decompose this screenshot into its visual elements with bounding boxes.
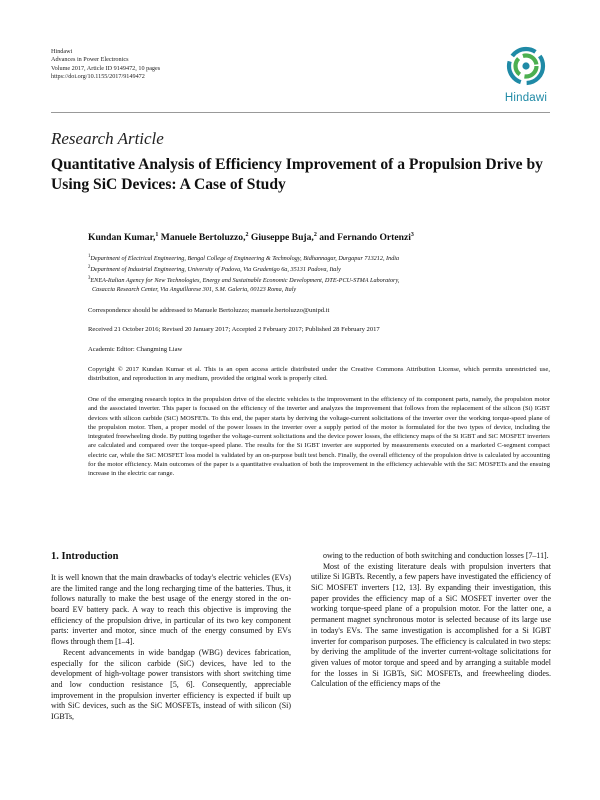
author-affil-mark: 1	[155, 232, 159, 238]
body-paragraph: It is well known that the main drawbacks of today's electric vehicles (EVs) are the limited range and the long recharging time of the batteries. Thus, it follows naturally to make the best usage of the energy stored in the on-board EV battery pack. A way to reach this objective is improving the efficiency of the propulsion drive, in particular of its two key component parts: inverter and motor, since much of the energy consumed by EVs flows through them [1–4].	[51, 573, 291, 647]
affiliation-mark: 1	[88, 254, 91, 259]
affiliation-line	[88, 275, 550, 286]
correspondence: Correspondence should be addressed to Manuele Bertoluzzo; manuele.bertoluzzo@unipd.it	[88, 307, 330, 314]
journal-metadata	[51, 48, 160, 81]
affiliation-line	[88, 286, 550, 295]
author-affil-mark: 2	[313, 232, 317, 238]
body-column-right	[311, 551, 551, 690]
body-paragraph: Most of the existing literature deals with propulsion inverters that utilize Si IGBTs. Recently, a few papers have investigated the efficiency of SiC MOSFET inverters [12, 13]. By expanding their investigation, this paper provides the efficiency map of a SiC MOSFET inverter over the working torque-speed plane of a propulsion motor. For the latter one, a permanent magnet synchronous motor is selected because of its large use in today's EVs. The same investigation is accomplished for a Si IGBT inverter for comparison purposes. The efficiency is calculated in two steps: by deriving the amplitude of the inverter current-voltage solicitations for given values of motor torque and speed and by arranging a suitable model for the losses in Si IGBTs, SiC MOSFETs, and freewheeling diodes. Calculation of the efficiency maps of the	[311, 561, 551, 689]
body-paragraph: Recent advancements in wide bandgap (WBG) devices fabrication, especially for the silicon carbide (SiC) devices, have led to the development of high-voltage power transistors with short switching time and low conduction resistance [5, 6]. Consequently, appreciable improvement in the propulsion inverter efficiency is expected if built up with SiC devices, such as the SiC MOSFETs, instead of with silicon (Si) IGBTs,	[51, 647, 291, 721]
copyright-notice: Copyright © 2017 Kundan Kumar et al. This is an open access article distributed under the Creative Commons Attribution License, which permits unrestricted use, distribution, and reproduction in any medium, provided the original work is properly cited.	[88, 366, 550, 383]
affiliation-text: Department of Electrical Engineering, Bengal College of Engineering & Technology, Bidhannagar, Durgapur 713212, India	[90, 255, 400, 263]
affiliation-text: ENEA-Italian Agency for New Technologies, Energy and Sustainable Economic Development, DTE-PCU-STMA Laboratory,	[90, 276, 400, 284]
hindawi-logo	[496, 46, 556, 104]
author-name: Giuseppe Buja,	[248, 232, 314, 244]
author-list	[88, 232, 414, 243]
journal-name: Advances in Power Electronics	[51, 56, 129, 64]
academic-editor: Academic Editor: Changming Liaw	[88, 346, 183, 353]
author-name: and Fernando Ortenzi	[316, 232, 411, 244]
hindawi-logo-text: Hindawi	[504, 92, 548, 104]
paper-title: Quantitative Analysis of Efficiency Improvement of a Propulsion Drive by Using SiC Devices: A Case of Study	[51, 156, 543, 193]
section-heading-introduction: 1. Introduction	[51, 551, 119, 562]
publication-dates: Received 21 October 2016; Revised 20 January 2017; Accepted 2 February 2017; Published 28 February 2017	[88, 326, 380, 333]
affiliation-text: Casaccia Research Center, Via Anguillarese 301, S.M. Galeria, 00123 Roma, Italy	[92, 285, 297, 293]
body-column-left	[51, 573, 291, 723]
author-name: Manuele Bertoluzzo,	[158, 232, 246, 244]
author-affil-mark: 2	[245, 232, 249, 238]
affiliation-mark: 3	[88, 275, 91, 281]
doi-link[interactable]: https://doi.org/10.1155/2017/9149472	[51, 72, 145, 80]
hindawi-logo-icon	[506, 46, 546, 86]
article-type: Research Article	[51, 129, 164, 148]
body-paragraph: owing to the reduction of both switching and conduction losses [7–11].	[323, 551, 549, 560]
affiliation-mark: 2	[88, 264, 91, 270]
author-name: Kundan Kumar,	[88, 232, 156, 244]
affiliations	[88, 253, 550, 294]
abstract: One of the emerging research topics in the propulsion drive of the electric vehicles is the improvement in the efficiency of its component parts, namely, the propulsion motor and the associated inverter. This paper is focused on the efficiency of the inverter and analyzes the improvement that follows from the replacement of the silicon (Si) IGBT devices with silicon carbide (SiC) MOSFETs. To this end, the paper starts by deriving the voltage-current solicitations of the inverter over the working torque-speed plane of the propulsion motor. Then, a proper model of the power losses in the inverter over a supply period of the motor is formulated for the two types of device, including the integrated freewheeling diode. By putting together the voltage-current solicitations and the device power losses, the efficiency maps of the Si IGBT and SiC MOSFET inverters are calculated and compared over the torque-speed plane. The results for the Si IGBT inverter are supported by measurements executed on a marketed C-segment compact electric car, while the SiC MOSFET loss model is validated by an on-purpose built test bench. Finally, the overall efficiency of the propulsion drive is calculated by accounting for the motor efficiency. Main outcomes of the paper is a quantitative evaluation of both the improvement in the efficiency achievable with the SiC MOSFETs and the ensuing increase in the electric car range.	[88, 396, 550, 477]
affiliation-line	[88, 264, 550, 275]
affiliation-line	[88, 253, 550, 264]
volume-line: Volume 2017, Article ID 9149472, 10 pages	[51, 64, 161, 72]
publisher-name: Hindawi	[51, 48, 73, 55]
header-divider	[51, 112, 550, 113]
affiliation-text: Department of Industrial Engineering, University of Padova, Via Gradenigo 6a, 35131 Padova, Italy	[90, 265, 341, 273]
author-affil-mark: 3	[410, 232, 414, 238]
